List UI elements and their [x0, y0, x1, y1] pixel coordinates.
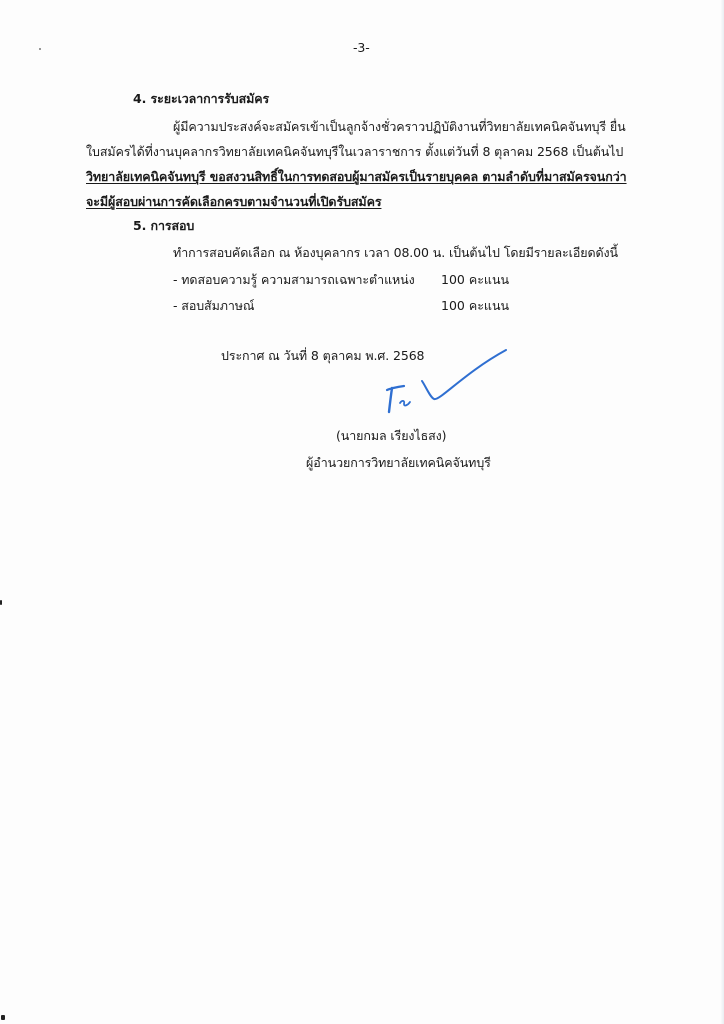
signer-title: ผู้อำนวยการวิทยาลัยเทคนิคจันทบุรี [306, 455, 491, 470]
section-5-heading: 5. การสอบ [133, 218, 195, 233]
section-4-paragraph-line-2: ใบสมัครได้ที่งานบุคลากรวิทยาลัยเทคนิคจันทบุรีในเวลาราชการ ตั้งแต่วันที่ 8 ตุลาคม 2568 เป็นต้นไป [86, 144, 624, 159]
section-4-reservation-line-2: จะมีผู้สอบผ่านการคัดเลือกครบตามจำนวนที่เปิดรับสมัคร [86, 194, 382, 209]
announcement-date: ประกาศ ณ วันที่ 8 ตุลาคม พ.ศ. 2568 [221, 348, 425, 363]
signer-name: (นายกมล เรียงไธสง) [336, 428, 447, 443]
section-4-heading: 4. ระยะเวลาการรับสมัคร [133, 91, 270, 106]
section-4-paragraph-line-1: ผู้มีความประสงค์จะสมัครเข้าเป็นลูกจ้างชั่วคราวปฏิบัติงานที่วิทยาลัยเทคนิคจันทบุรี ยื่น [173, 119, 626, 134]
section-4-reservation-line-1: วิทยาลัยเทคนิคจันทบุรี ขอสงวนสิทธิ์ในการทดสอบผู้มาสมัครเป็นรายบุคคล ตามลำดับที่มาสมัครจนกว่า [86, 169, 627, 184]
exam-item-label: - ทดสอบความรู้ ความสามารถเฉพาะตำแหน่ง [173, 272, 415, 287]
page-number: -3- [353, 40, 370, 55]
exam-item-score: 100 คะแนน [441, 298, 510, 313]
scan-speck [1, 1015, 5, 1020]
scan-edge-shadow [720, 0, 724, 1024]
section-5-intro: ทำการสอบคัดเลือก ณ ห้องบุคลากร เวลา 08.00 น. เป็นต้นไป โดยมีรายละเอียดดังนี้ [173, 245, 618, 260]
scan-speck [39, 48, 41, 50]
handwritten-signature [374, 345, 514, 420]
exam-item-score: 100 คะแนน [441, 272, 510, 287]
scan-speck [0, 600, 2, 605]
exam-item-label: - สอบสัมภาษณ์ [173, 298, 255, 313]
